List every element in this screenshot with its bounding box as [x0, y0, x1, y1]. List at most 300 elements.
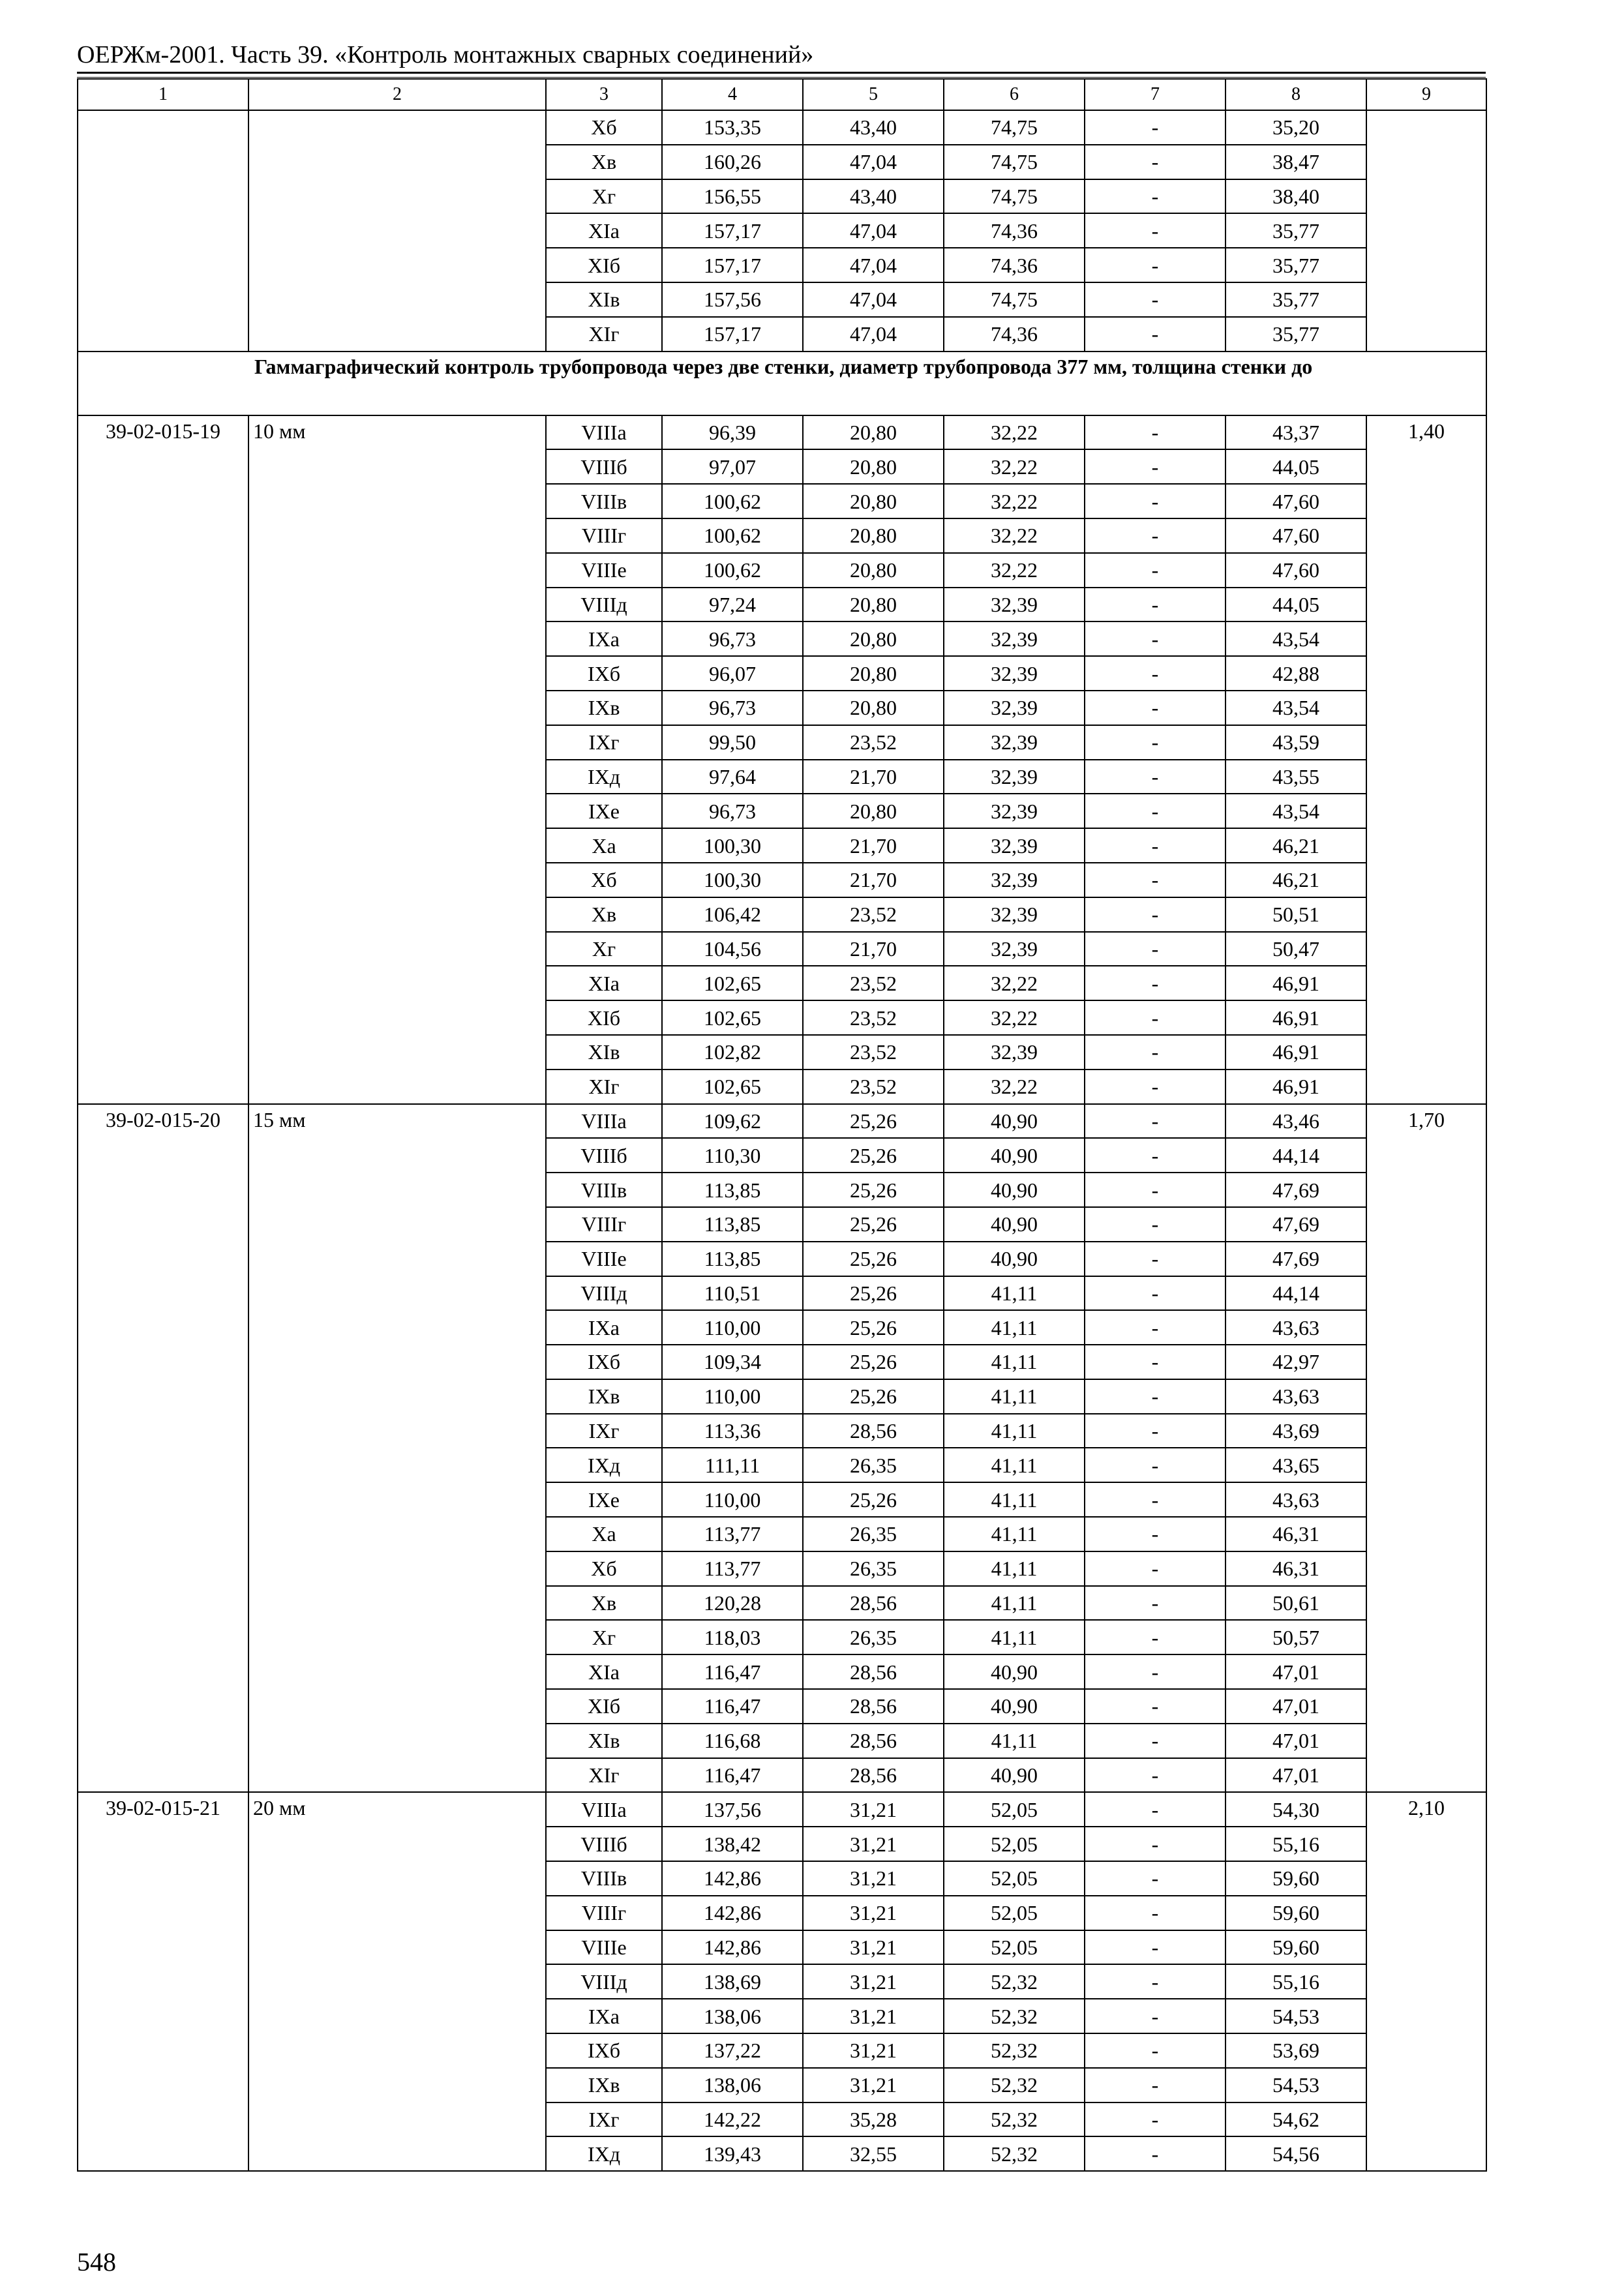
value-cell: 40,90: [944, 1689, 1085, 1724]
value-cell: 44,05: [1226, 449, 1366, 484]
column-number-cell: 7: [1085, 79, 1226, 110]
value-cell: 138,42: [662, 1827, 803, 1861]
value-cell: 23,52: [803, 1000, 944, 1035]
value-cell: 44,14: [1226, 1276, 1366, 1311]
value-cell: -: [1085, 1620, 1226, 1654]
value-cell: -: [1085, 1586, 1226, 1621]
value-cell: 38,47: [1226, 145, 1366, 179]
value-cell: 100,62: [662, 553, 803, 588]
value-cell: 40,90: [944, 1104, 1085, 1139]
value-cell: 28,56: [803, 1586, 944, 1621]
value-cell: VIIIе: [546, 1242, 662, 1276]
value-cell: 47,60: [1226, 518, 1366, 553]
value-cell: 46,91: [1226, 1035, 1366, 1070]
value-cell: 43,54: [1226, 691, 1366, 725]
value-cell: 20,80: [803, 588, 944, 622]
value-cell: 157,17: [662, 317, 803, 352]
value-cell: -: [1085, 1689, 1226, 1724]
value-cell: 31,21: [803, 1896, 944, 1930]
value-cell: 40,90: [944, 1654, 1085, 1689]
value-cell: -: [1085, 621, 1226, 656]
resource-code-cell: 39-02-015-20: [78, 1104, 248, 1793]
value-cell: -: [1085, 656, 1226, 691]
value-cell: 25,26: [803, 1207, 944, 1242]
value-cell: 59,60: [1226, 1861, 1366, 1896]
value-cell: 153,35: [662, 110, 803, 145]
coefficient-cell: 1,40: [1366, 415, 1486, 1104]
value-cell: -: [1085, 897, 1226, 932]
value-cell: 28,56: [803, 1758, 944, 1793]
value-cell: IXг: [546, 725, 662, 760]
table-row: [78, 1792, 1486, 1827]
value-cell: 156,55: [662, 179, 803, 214]
value-cell: 99,50: [662, 725, 803, 760]
value-cell: 47,01: [1226, 1758, 1366, 1793]
value-cell: IXа: [546, 621, 662, 656]
value-cell: -: [1085, 1173, 1226, 1207]
value-cell: 40,90: [944, 1242, 1085, 1276]
section-title: Гаммаграфический контроль трубопровода через две стенки, диаметр трубопровода 377 мм, толщина стенки до: [78, 352, 1486, 415]
value-cell: 41,11: [944, 1345, 1085, 1379]
value-cell: 35,20: [1226, 110, 1366, 145]
column-number-cell: 5: [803, 79, 944, 110]
value-cell: -: [1085, 213, 1226, 248]
value-cell: 54,62: [1226, 2102, 1366, 2137]
value-cell: 43,63: [1226, 1379, 1366, 1414]
value-cell: 31,21: [803, 1999, 944, 2033]
value-cell: 74,36: [944, 213, 1085, 248]
value-cell: -: [1085, 553, 1226, 588]
column-number-row: [78, 79, 1486, 110]
value-cell: 97,24: [662, 588, 803, 622]
value-cell: XIб: [546, 1689, 662, 1724]
coefficient-cell: 1,70: [1366, 1104, 1486, 1793]
value-cell: 25,26: [803, 1482, 944, 1517]
value-cell: 110,00: [662, 1310, 803, 1345]
value-cell: 116,47: [662, 1758, 803, 1793]
value-cell: 41,11: [944, 1414, 1085, 1448]
value-cell: IXд: [546, 1448, 662, 1482]
value-cell: IXб: [546, 2033, 662, 2068]
page-header-title: ОЕРЖм-2001. Часть 39. «Контроль монтажных сварных соединений»: [77, 41, 814, 68]
value-cell: 52,32: [944, 2102, 1085, 2137]
value-cell: 31,21: [803, 2033, 944, 2068]
price-table: [77, 78, 1487, 2172]
value-cell: 142,22: [662, 2102, 803, 2137]
value-cell: 160,26: [662, 145, 803, 179]
value-cell: 50,47: [1226, 932, 1366, 966]
value-cell: -: [1085, 725, 1226, 760]
value-cell: 44,14: [1226, 1138, 1366, 1173]
value-cell: 41,11: [944, 1586, 1085, 1621]
value-cell: VIIIе: [546, 1930, 662, 1965]
value-cell: 43,55: [1226, 760, 1366, 794]
value-cell: 102,65: [662, 1070, 803, 1104]
value-cell: XIг: [546, 317, 662, 352]
coefficient-cell: [1366, 110, 1486, 352]
value-cell: 35,77: [1226, 282, 1366, 317]
value-cell: 28,56: [803, 1724, 944, 1758]
value-cell: 26,35: [803, 1517, 944, 1551]
value-cell: VIIIб: [546, 449, 662, 484]
value-cell: 47,69: [1226, 1173, 1366, 1207]
value-cell: 35,77: [1226, 213, 1366, 248]
value-cell: 40,90: [944, 1758, 1085, 1793]
value-cell: 47,69: [1226, 1207, 1366, 1242]
value-cell: 96,73: [662, 621, 803, 656]
value-cell: VIIIб: [546, 1827, 662, 1861]
value-cell: -: [1085, 282, 1226, 317]
value-cell: 138,06: [662, 1999, 803, 2033]
value-cell: 23,52: [803, 1070, 944, 1104]
value-cell: 20,80: [803, 484, 944, 518]
value-cell: 32,39: [944, 725, 1085, 760]
value-cell: -: [1085, 248, 1226, 282]
value-cell: IXе: [546, 1482, 662, 1517]
value-cell: 116,47: [662, 1654, 803, 1689]
table-row: [78, 1104, 1486, 1139]
value-cell: IXг: [546, 2102, 662, 2137]
value-cell: 50,57: [1226, 1620, 1366, 1654]
value-cell: 54,53: [1226, 2068, 1366, 2102]
value-cell: -: [1085, 1964, 1226, 1999]
value-cell: VIIIг: [546, 1207, 662, 1242]
value-cell: 74,75: [944, 145, 1085, 179]
column-number-cell: 6: [944, 79, 1085, 110]
value-cell: 46,91: [1226, 966, 1366, 1000]
value-cell: 25,26: [803, 1104, 944, 1139]
value-cell: XIг: [546, 1070, 662, 1104]
value-cell: 52,05: [944, 1792, 1085, 1827]
value-cell: XIг: [546, 1758, 662, 1793]
value-cell: 47,04: [803, 248, 944, 282]
value-cell: 21,70: [803, 760, 944, 794]
value-cell: 20,80: [803, 656, 944, 691]
value-cell: VIIIа: [546, 1104, 662, 1139]
value-cell: 47,04: [803, 213, 944, 248]
value-cell: 102,65: [662, 966, 803, 1000]
value-cell: 110,00: [662, 1379, 803, 1414]
value-cell: 59,60: [1226, 1930, 1366, 1965]
value-cell: 47,60: [1226, 484, 1366, 518]
value-cell: 43,59: [1226, 725, 1366, 760]
value-cell: -: [1085, 1138, 1226, 1173]
value-cell: -: [1085, 691, 1226, 725]
value-cell: 52,32: [944, 1964, 1085, 1999]
value-cell: -: [1085, 1827, 1226, 1861]
value-cell: 31,21: [803, 1827, 944, 1861]
value-cell: 44,05: [1226, 588, 1366, 622]
value-cell: -: [1085, 1896, 1226, 1930]
value-cell: 138,06: [662, 2068, 803, 2102]
value-cell: 110,30: [662, 1138, 803, 1173]
value-cell: 157,17: [662, 248, 803, 282]
value-cell: 32,39: [944, 1035, 1085, 1070]
value-cell: 32,55: [803, 2136, 944, 2171]
value-cell: -: [1085, 1724, 1226, 1758]
value-cell: 46,31: [1226, 1517, 1366, 1551]
value-cell: -: [1085, 484, 1226, 518]
value-cell: Xг: [546, 179, 662, 214]
value-cell: Xв: [546, 1586, 662, 1621]
value-cell: 25,26: [803, 1345, 944, 1379]
value-cell: 102,65: [662, 1000, 803, 1035]
value-cell: 46,21: [1226, 863, 1366, 897]
value-cell: Xа: [546, 1517, 662, 1551]
column-number-cell: 3: [546, 79, 662, 110]
value-cell: 41,11: [944, 1448, 1085, 1482]
value-cell: 43,63: [1226, 1310, 1366, 1345]
value-cell: Xг: [546, 1620, 662, 1654]
value-cell: 113,77: [662, 1517, 803, 1551]
value-cell: IXд: [546, 760, 662, 794]
value-cell: 32,39: [944, 932, 1085, 966]
value-cell: -: [1085, 1448, 1226, 1482]
value-cell: -: [1085, 518, 1226, 553]
value-cell: 52,32: [944, 2033, 1085, 2068]
value-cell: 109,34: [662, 1345, 803, 1379]
value-cell: 41,11: [944, 1276, 1085, 1311]
value-cell: 54,56: [1226, 2136, 1366, 2171]
value-cell: 31,21: [803, 2068, 944, 2102]
value-cell: -: [1085, 1517, 1226, 1551]
value-cell: 43,65: [1226, 1448, 1366, 1482]
value-cell: 20,80: [803, 621, 944, 656]
value-cell: 41,11: [944, 1379, 1085, 1414]
value-cell: -: [1085, 1104, 1226, 1139]
value-cell: 28,56: [803, 1689, 944, 1724]
value-cell: 110,51: [662, 1276, 803, 1311]
value-cell: 25,26: [803, 1138, 944, 1173]
value-cell: 157,17: [662, 213, 803, 248]
value-cell: 74,36: [944, 248, 1085, 282]
value-cell: 32,22: [944, 518, 1085, 553]
value-cell: IXе: [546, 794, 662, 828]
value-cell: VIIIд: [546, 588, 662, 622]
value-cell: 113,36: [662, 1414, 803, 1448]
value-cell: 52,05: [944, 1827, 1085, 1861]
value-cell: -: [1085, 1861, 1226, 1896]
value-cell: 32,22: [944, 484, 1085, 518]
value-cell: 74,36: [944, 317, 1085, 352]
value-cell: 42,88: [1226, 656, 1366, 691]
value-cell: -: [1085, 828, 1226, 863]
value-cell: 52,32: [944, 2068, 1085, 2102]
value-cell: 28,56: [803, 1654, 944, 1689]
value-cell: -: [1085, 1310, 1226, 1345]
value-cell: -: [1085, 588, 1226, 622]
value-cell: 47,04: [803, 317, 944, 352]
value-cell: 139,43: [662, 2136, 803, 2171]
header-rule: [77, 72, 1486, 74]
value-cell: 20,80: [803, 794, 944, 828]
value-cell: 111,11: [662, 1448, 803, 1482]
value-cell: 25,26: [803, 1310, 944, 1345]
value-cell: 47,04: [803, 145, 944, 179]
value-cell: 116,47: [662, 1689, 803, 1724]
value-cell: 74,75: [944, 179, 1085, 214]
value-cell: VIIIе: [546, 553, 662, 588]
value-cell: 25,26: [803, 1242, 944, 1276]
value-cell: 47,01: [1226, 1724, 1366, 1758]
value-cell: 23,52: [803, 1035, 944, 1070]
value-cell: 116,68: [662, 1724, 803, 1758]
value-cell: 41,11: [944, 1620, 1085, 1654]
value-cell: 43,46: [1226, 1104, 1366, 1139]
value-cell: 20,80: [803, 415, 944, 450]
value-cell: 137,56: [662, 1792, 803, 1827]
value-cell: -: [1085, 110, 1226, 145]
value-cell: 118,03: [662, 1620, 803, 1654]
value-cell: 32,39: [944, 691, 1085, 725]
value-cell: 113,77: [662, 1551, 803, 1586]
resource-code-cell: [78, 110, 248, 352]
value-cell: 43,37: [1226, 415, 1366, 450]
value-cell: XIа: [546, 213, 662, 248]
value-cell: 31,21: [803, 1861, 944, 1896]
value-cell: -: [1085, 1207, 1226, 1242]
value-cell: Xв: [546, 145, 662, 179]
value-cell: 41,11: [944, 1482, 1085, 1517]
value-cell: 31,21: [803, 1930, 944, 1965]
value-cell: 35,77: [1226, 248, 1366, 282]
value-cell: -: [1085, 1242, 1226, 1276]
value-cell: 50,61: [1226, 1586, 1366, 1621]
value-cell: 41,11: [944, 1551, 1085, 1586]
value-cell: IXа: [546, 1999, 662, 2033]
value-cell: 142,86: [662, 1930, 803, 1965]
wall-thickness-cell: 10 мм: [248, 415, 546, 1104]
column-number-cell: 4: [662, 79, 803, 110]
value-cell: 120,28: [662, 1586, 803, 1621]
value-cell: 32,39: [944, 656, 1085, 691]
value-cell: 96,73: [662, 794, 803, 828]
value-cell: 26,35: [803, 1551, 944, 1586]
value-cell: 32,39: [944, 621, 1085, 656]
value-cell: IXа: [546, 1310, 662, 1345]
resource-code-cell: 39-02-015-19: [78, 415, 248, 1104]
value-cell: 104,56: [662, 932, 803, 966]
value-cell: 32,39: [944, 760, 1085, 794]
table-row: [78, 415, 1486, 450]
value-cell: -: [1085, 449, 1226, 484]
value-cell: IXв: [546, 2068, 662, 2102]
value-cell: IXб: [546, 1345, 662, 1379]
value-cell: VIIIв: [546, 484, 662, 518]
value-cell: VIIIа: [546, 415, 662, 450]
value-cell: 96,07: [662, 656, 803, 691]
value-cell: 35,28: [803, 2102, 944, 2137]
value-cell: -: [1085, 1035, 1226, 1070]
value-cell: -: [1085, 1414, 1226, 1448]
value-cell: -: [1085, 966, 1226, 1000]
value-cell: -: [1085, 1482, 1226, 1517]
column-number-cell: 1: [78, 79, 248, 110]
value-cell: IXд: [546, 2136, 662, 2171]
value-cell: -: [1085, 760, 1226, 794]
value-cell: 35,77: [1226, 317, 1366, 352]
value-cell: IXв: [546, 1379, 662, 1414]
value-cell: 21,70: [803, 932, 944, 966]
value-cell: -: [1085, 1345, 1226, 1379]
value-cell: 31,21: [803, 1792, 944, 1827]
column-number-cell: 8: [1226, 79, 1366, 110]
value-cell: 32,22: [944, 553, 1085, 588]
value-cell: VIIIв: [546, 1861, 662, 1896]
section-row: [78, 352, 1486, 415]
value-cell: 21,70: [803, 863, 944, 897]
value-cell: 109,62: [662, 1104, 803, 1139]
value-cell: Xв: [546, 897, 662, 932]
value-cell: 142,86: [662, 1896, 803, 1930]
value-cell: 100,62: [662, 518, 803, 553]
value-cell: 31,21: [803, 1964, 944, 1999]
value-cell: 25,26: [803, 1379, 944, 1414]
value-cell: 23,52: [803, 897, 944, 932]
value-cell: 54,53: [1226, 1999, 1366, 2033]
value-cell: 38,40: [1226, 179, 1366, 214]
value-cell: -: [1085, 863, 1226, 897]
value-cell: 52,05: [944, 1861, 1085, 1896]
value-cell: IXг: [546, 1414, 662, 1448]
value-cell: -: [1085, 2136, 1226, 2171]
value-cell: -: [1085, 1276, 1226, 1311]
value-cell: 47,69: [1226, 1242, 1366, 1276]
value-cell: 43,63: [1226, 1482, 1366, 1517]
value-cell: 52,05: [944, 1896, 1085, 1930]
table-row: [78, 110, 1486, 145]
resource-code-cell: 39-02-015-21: [78, 1792, 248, 2171]
value-cell: VIIIг: [546, 1896, 662, 1930]
value-cell: 23,52: [803, 725, 944, 760]
value-cell: 32,22: [944, 966, 1085, 1000]
value-cell: 110,00: [662, 1482, 803, 1517]
value-cell: 28,56: [803, 1414, 944, 1448]
value-cell: -: [1085, 932, 1226, 966]
value-cell: 25,26: [803, 1173, 944, 1207]
value-cell: 47,60: [1226, 553, 1366, 588]
value-cell: -: [1085, 1000, 1226, 1035]
value-cell: XIб: [546, 1000, 662, 1035]
value-cell: 100,62: [662, 484, 803, 518]
value-cell: 46,21: [1226, 828, 1366, 863]
coefficient-cell: 2,10: [1366, 1792, 1486, 2171]
value-cell: -: [1085, 1379, 1226, 1414]
value-cell: -: [1085, 415, 1226, 450]
value-cell: IXб: [546, 656, 662, 691]
value-cell: 26,35: [803, 1448, 944, 1482]
value-cell: 43,54: [1226, 621, 1366, 656]
value-cell: Xб: [546, 110, 662, 145]
value-cell: XIв: [546, 1035, 662, 1070]
value-cell: 54,30: [1226, 1792, 1366, 1827]
value-cell: VIIIб: [546, 1138, 662, 1173]
value-cell: 138,69: [662, 1964, 803, 1999]
value-cell: VIIIа: [546, 1792, 662, 1827]
wall-thickness-cell: 20 мм: [248, 1792, 546, 2171]
value-cell: 52,32: [944, 2136, 1085, 2171]
value-cell: 113,85: [662, 1242, 803, 1276]
value-cell: 46,91: [1226, 1000, 1366, 1035]
value-cell: -: [1085, 1930, 1226, 1965]
header-rule-thin: [77, 77, 1486, 78]
value-cell: Xг: [546, 932, 662, 966]
value-cell: 52,32: [944, 1999, 1085, 2033]
value-cell: 157,56: [662, 282, 803, 317]
value-cell: 113,85: [662, 1207, 803, 1242]
value-cell: Xа: [546, 828, 662, 863]
value-cell: 113,85: [662, 1173, 803, 1207]
